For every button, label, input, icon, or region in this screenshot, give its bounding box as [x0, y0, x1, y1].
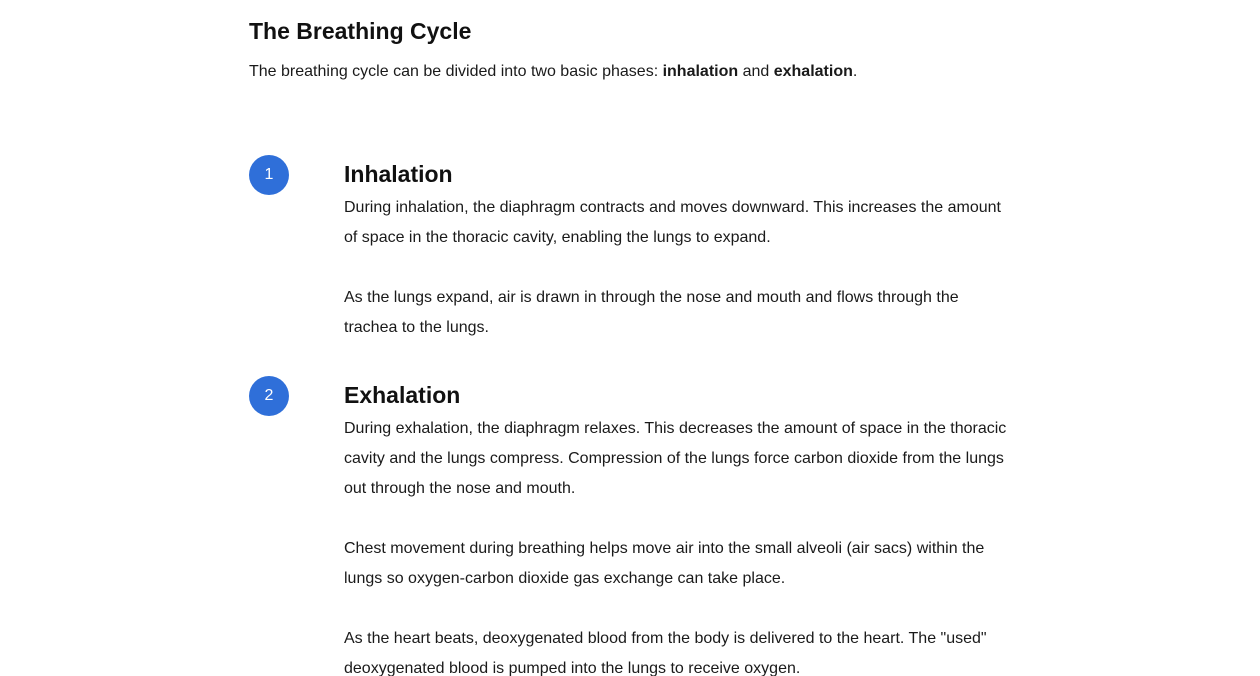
step-heading: Inhalation	[344, 161, 453, 187]
step-body	[344, 155, 1014, 373]
step-heading: Exhalation	[344, 382, 461, 408]
intro-text-end: .	[852, 63, 858, 80]
lesson-content	[249, 0, 1009, 676]
step-paragraph: As the lungs expand, air is drawn in through the nose and mouth and flows through the trachea to the lungs.	[344, 289, 959, 336]
intro-term-exhalation: exhalation	[773, 63, 853, 80]
intro-text	[249, 60, 857, 84]
step-paragraph: As the heart beats, deoxygenated blood from the body is delivered to the heart. The "used" deoxygenated blood is pumped into the lungs to receive oxygen.	[344, 630, 987, 676]
intro-text-start: The breathing cycle can be divided into two basic phases:	[249, 63, 663, 80]
step-body	[344, 376, 1014, 676]
step-paragraph: During exhalation, the diaphragm relaxes. This decreases the amount of space in the thoracic cavity and the lungs compress. Compression of the lungs force carbon dioxide from the lungs out through the nose and mouth.	[344, 420, 1007, 497]
intro-text-middle: and	[738, 63, 774, 80]
page-title: The Breathing Cycle	[249, 18, 472, 44]
step-number-badge: 1	[249, 155, 289, 195]
intro-term-inhalation: inhalation	[662, 63, 739, 80]
step-paragraph: During inhalation, the diaphragm contracts and moves downward. This increases the amount of space in the thoracic cavity, enabling the lungs to expand.	[344, 199, 1001, 246]
step-number-badge: 2	[249, 376, 289, 416]
step-paragraph: Chest movement during breathing helps move air into the small alveoli (air sacs) within the lungs so oxygen-carbon dioxide gas exchange can take place.	[344, 540, 985, 587]
